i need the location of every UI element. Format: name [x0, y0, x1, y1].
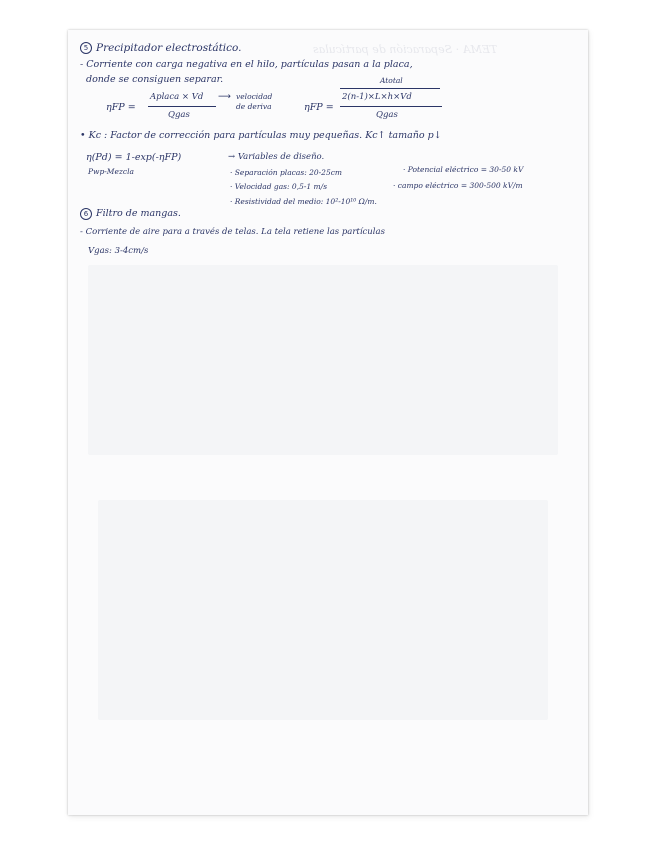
formula-denominator-2: Qgas: [376, 110, 398, 120]
text-line: - Corriente de aire para a través de telas. La tela retiene las partículas: [80, 227, 385, 237]
design-variable: · Potencial eléctrico = 30-50 kV: [403, 165, 524, 174]
section-title-filtro: Filtro de mangas.: [96, 208, 181, 219]
gas-velocity: Vgas: 3-4cm/s: [88, 246, 149, 256]
kc-definition: • Kc : Factor de corrección para partículas muy pequeñas. Kc↑ tamaño p↓: [80, 130, 442, 141]
design-variable: · Resistividad del medio: 10²-10¹⁰ Ω/m.: [230, 197, 377, 206]
arrow-label: de deriva: [236, 102, 272, 111]
formula-numerator-2: 2(n-1)×L×h×Vd: [342, 92, 412, 102]
formula-eff-symbol-2: ηFP =: [304, 102, 334, 113]
section-title-precipitador: Precipitador electrostático.: [96, 42, 242, 54]
bleed-through-area: [88, 265, 558, 455]
formula-denominator: Qgas: [168, 110, 190, 120]
overline-brace: [340, 88, 440, 89]
efficiency-equation: η(Pd) = 1-exp(-ηFP): [86, 152, 182, 163]
formula-eff-symbol: ηFP =: [106, 102, 136, 113]
arrow-icon: ⟶: [218, 92, 231, 102]
formula-numerator: Aplaca × Vd: [150, 92, 204, 102]
arrow-label: velocidad: [236, 92, 273, 101]
fraction-bar: [148, 106, 216, 107]
fraction-bar: [340, 106, 442, 107]
text-line: donde se consiguen separar.: [86, 74, 224, 85]
design-variable: · Velocidad gas: 0,5-1 m/s: [230, 182, 328, 191]
paper-sheet: [68, 30, 588, 815]
bleed-through-header: TEMA · Separación de partículas: [313, 43, 498, 56]
design-variables-heading: → Variables de diseño.: [228, 152, 325, 162]
section-number-6: 6: [80, 208, 92, 220]
equation-subscript: Pwp-Mezcla: [88, 167, 134, 176]
bleed-through-area-2: [98, 500, 548, 720]
text-line: - Corriente con carga negativa en el hilo, partículas pasan a la placa,: [80, 59, 413, 70]
design-variable: · campo eléctrico = 300-500 kV/m: [393, 181, 523, 190]
section-number-5: 5: [80, 42, 92, 54]
design-variable: · Separación placas: 20-25cm: [230, 168, 343, 177]
formula-atotal-label: Atotal: [380, 76, 403, 85]
